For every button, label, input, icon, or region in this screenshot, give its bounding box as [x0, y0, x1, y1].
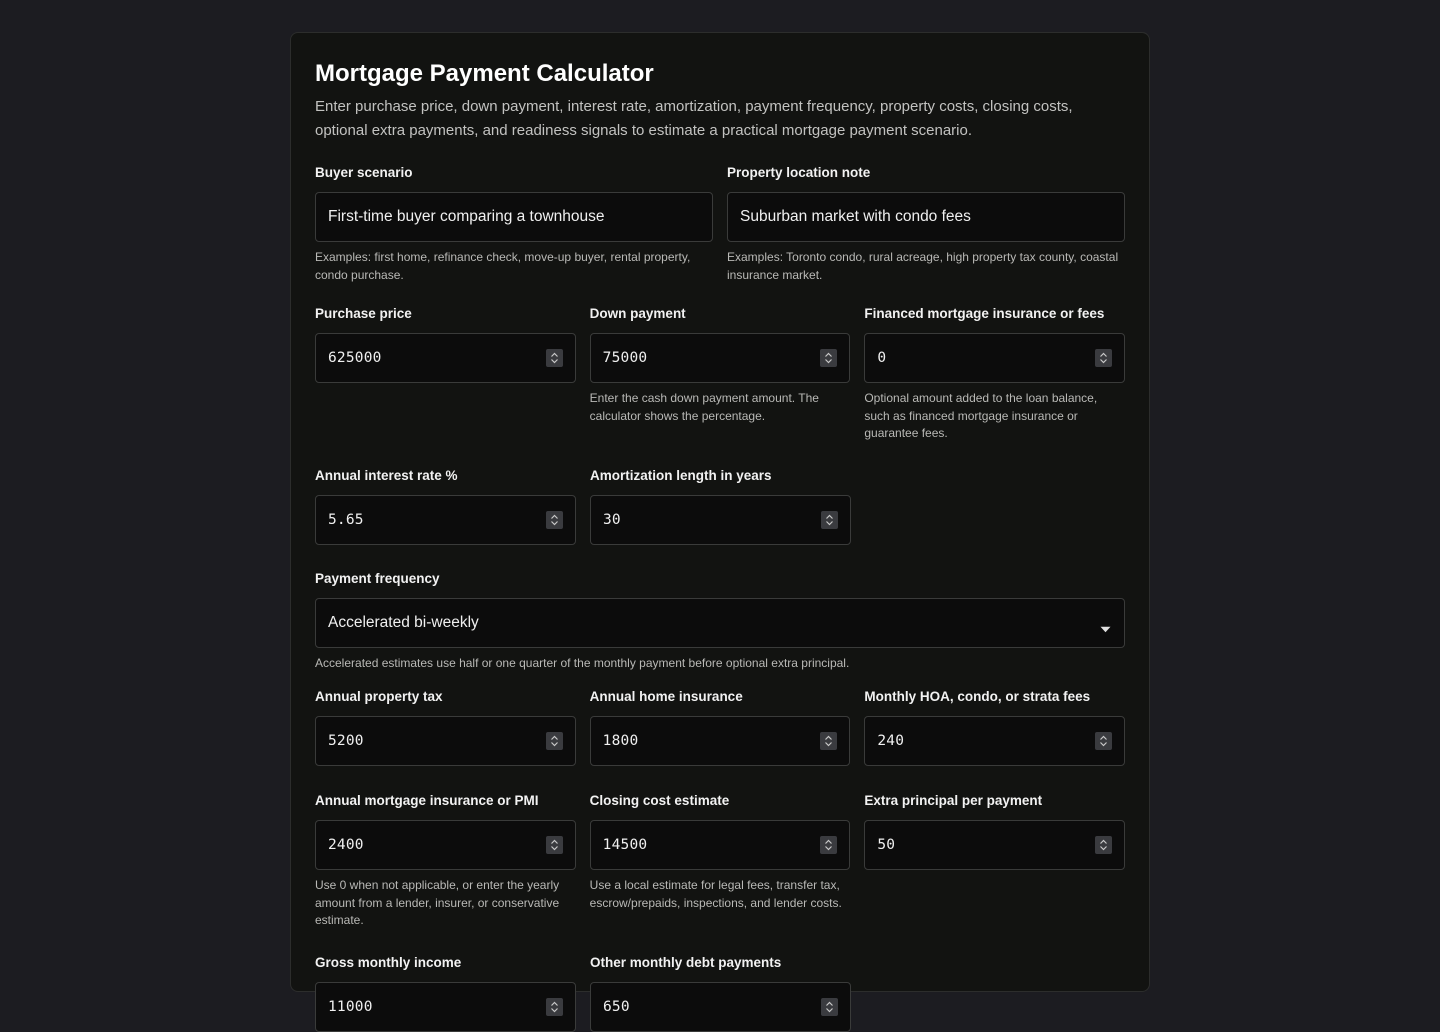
- down-payment-field: [590, 306, 851, 443]
- financed-insurance-label: Financed mortgage insurance or fees: [864, 306, 1105, 321]
- location-note-label: Property location note: [727, 165, 871, 180]
- financed-insurance-value: 0: [877, 350, 887, 366]
- stepper-arrows-icon[interactable]: [820, 349, 837, 367]
- down-payment-help: Enter the cash down payment amount. The calculator shows the percentage.: [589, 391, 819, 423]
- hoa-fees-label: Monthly HOA, condo, or strata fees: [864, 689, 1091, 704]
- purchase-price-input[interactable]: [315, 333, 576, 383]
- buyer-scenario-field: [315, 165, 713, 284]
- financed-insurance-field: [864, 306, 1125, 443]
- stepper-arrows-icon[interactable]: [1095, 349, 1112, 367]
- stepper-arrows-icon[interactable]: [546, 732, 563, 750]
- hoa-fees-input[interactable]: [864, 716, 1125, 766]
- home-insurance-field: [590, 689, 851, 766]
- extra-principal-field: [864, 793, 1125, 930]
- property-tax-value: 5200: [328, 733, 364, 749]
- pmi-help: Use 0 when not applicable, or enter the yearly amount from a lender, insurer, or conservative estimate.: [315, 878, 560, 927]
- interest-rate-value: 5.65: [328, 511, 364, 528]
- down-payment-input[interactable]: [590, 333, 851, 383]
- pmi-input[interactable]: [315, 820, 576, 870]
- stepper-arrows-icon[interactable]: [821, 998, 838, 1016]
- gross-income-input[interactable]: [315, 982, 576, 1032]
- amortization-field: [590, 468, 851, 545]
- other-debt-input[interactable]: [590, 982, 851, 1032]
- closing-cost-value: 14500: [602, 837, 648, 853]
- costs-row: [315, 689, 1125, 766]
- location-note-value: Suburban market with condo fees: [740, 208, 971, 225]
- stepper-arrows-icon[interactable]: [546, 349, 563, 367]
- stepper-arrows-icon[interactable]: [1095, 836, 1112, 854]
- rate-row: [315, 468, 1125, 545]
- purchase-price-value: 625000: [328, 350, 382, 366]
- purchase-price-label: Purchase price: [315, 306, 412, 321]
- stepper-arrows-icon[interactable]: [820, 836, 837, 854]
- closing-cost-field: [590, 793, 851, 930]
- gross-income-value: 11000: [328, 998, 373, 1015]
- extra-principal-input[interactable]: [864, 820, 1125, 870]
- down-payment-value: 75000: [602, 350, 648, 366]
- gross-income-label: Gross monthly income: [315, 954, 462, 970]
- other-debt-field: [590, 955, 851, 1032]
- interest-rate-input[interactable]: [315, 495, 576, 545]
- home-insurance-input[interactable]: [590, 716, 851, 766]
- amortization-value: 30: [603, 511, 621, 528]
- payment-frequency-label: Payment frequency: [315, 570, 440, 586]
- location-note-input[interactable]: [727, 192, 1125, 242]
- income-row: [315, 955, 1125, 1032]
- location-note-field: [727, 165, 1125, 284]
- stepper-arrows-icon[interactable]: [821, 511, 838, 529]
- home-insurance-label: Annual home insurance: [589, 689, 743, 704]
- buyer-scenario-label: Buyer scenario: [315, 165, 413, 180]
- closing-cost-label: Closing cost estimate: [589, 793, 730, 808]
- page-title: Mortgage Payment Calculator: [315, 60, 654, 87]
- location-note-help: Examples: Toronto condo, rural acreage, high property tax county, coastal insurance market.: [727, 250, 1119, 282]
- amortization-label: Amortization length in years: [590, 467, 772, 483]
- pmi-label: Annual mortgage insurance or PMI: [315, 793, 539, 808]
- property-tax-input[interactable]: [315, 716, 576, 766]
- amortization-input[interactable]: [590, 495, 851, 545]
- buyer-scenario-value: First-time buyer comparing a townhouse: [328, 208, 605, 225]
- hoa-fees-field: [864, 689, 1125, 766]
- financed-insurance-input[interactable]: [864, 333, 1125, 383]
- stepper-arrows-icon[interactable]: [546, 511, 563, 529]
- pmi-value: 2400: [328, 837, 364, 853]
- other-debt-value: 650: [603, 998, 630, 1015]
- gross-income-field: [315, 955, 576, 1032]
- stepper-arrows-icon[interactable]: [546, 836, 563, 854]
- hoa-fees-value: 240: [877, 733, 905, 749]
- property-tax-label: Annual property tax: [315, 689, 443, 704]
- payment-frequency-help: Accelerated estimates use half or one quarter of the monthly payment before optional extra principal.: [315, 655, 850, 670]
- payment-frequency-select[interactable]: [315, 598, 1125, 648]
- frequency-row: [315, 571, 1125, 673]
- financed-insurance-help: Optional amount added to the loan balance, such as financed mortgage insurance or guarantee fees.: [864, 391, 1098, 440]
- price-row: [315, 306, 1125, 443]
- scenario-row: [315, 165, 1125, 284]
- purchase-price-field: [315, 306, 576, 443]
- property-tax-field: [315, 689, 576, 766]
- down-payment-label: Down payment: [589, 306, 686, 321]
- payment-frequency-field: [315, 571, 1125, 673]
- stepper-arrows-icon[interactable]: [546, 998, 563, 1016]
- interest-rate-label: Annual interest rate %: [315, 467, 458, 483]
- buyer-scenario-help: Examples: first home, refinance check, move-up buyer, rental property, condo purchase.: [315, 250, 691, 282]
- stepper-arrows-icon[interactable]: [820, 732, 837, 750]
- closing-cost-help: Use a local estimate for legal fees, transfer tax, escrow/prepaids, inspections, and lender costs.: [589, 878, 842, 910]
- interest-rate-field: [315, 468, 576, 545]
- caret-down-icon: [1100, 620, 1111, 638]
- payment-frequency-value: Accelerated bi-weekly: [328, 613, 479, 631]
- pmi-field: [315, 793, 576, 930]
- home-insurance-value: 1800: [602, 733, 639, 749]
- buyer-scenario-input[interactable]: [315, 192, 713, 242]
- intro-text: Enter purchase price, down payment, interest rate, amortization, payment frequency, property costs, closing costs, optional extra payments, and readiness signals to estimate a practical mortgage payment scenario.: [315, 98, 1073, 139]
- calculator-card: [290, 32, 1150, 1015]
- pmi-row: [315, 793, 1125, 930]
- stepper-arrows-icon[interactable]: [1095, 732, 1112, 750]
- extra-principal-label: Extra principal per payment: [864, 793, 1043, 808]
- closing-cost-input[interactable]: [590, 820, 851, 870]
- extra-principal-value: 50: [877, 837, 896, 853]
- other-debt-label: Other monthly debt payments: [590, 954, 782, 970]
